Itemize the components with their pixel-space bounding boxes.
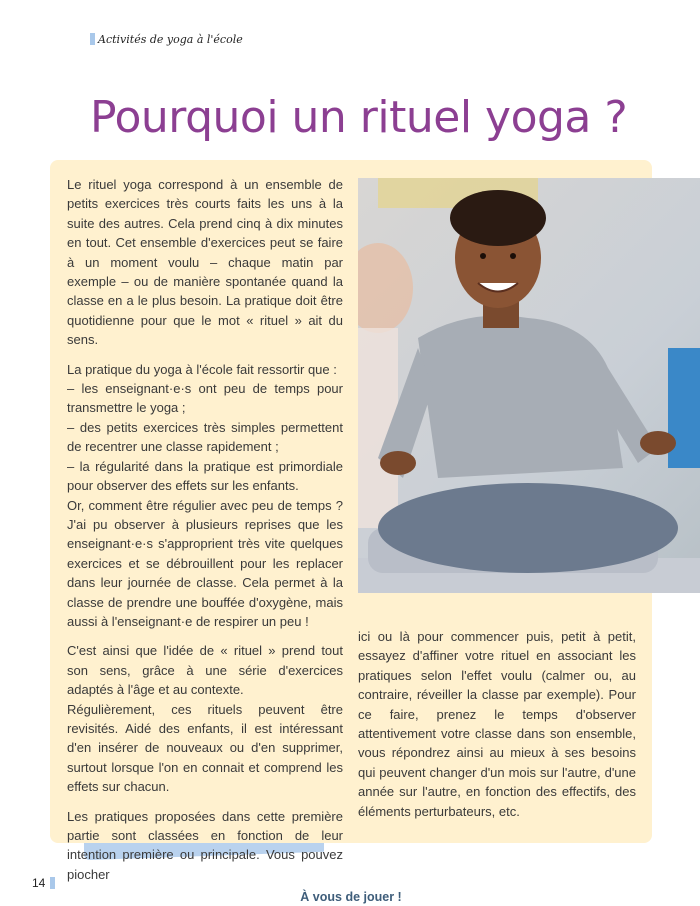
paragraph: C'est ainsi que l'idée de « rituel » prend tout son sens, grâce à une série d'exercices adaptés à l'âge et au contexte. — [67, 643, 343, 698]
left-column — [67, 175, 343, 884]
paragraph: Or, comment être régulier avec peu de temps ? J'ai pu observer à plusieurs reprises que les enseignant·e·s s'approprient très vite quelques exercices et se débrouillent pour les replacer dans leur journée de classe. Cela permet à la classe de prendre une bouffée d'oxygène, mais aussi à l'enseignant·e de respirer un peu ! — [67, 497, 343, 629]
paragraph: ici ou là pour commencer puis, petit à petit, essayez d'affiner votre rituel en associant les pratiques selon l'effet voulu (calmer ou, au contraire, réveiller la classe par exemple). Pour ce faire, prenez le temps d'observer attentivement votre classe dans son ensemble, vous répondrez ainsi au mieux à ses besoins qui peuvent changer d'un mois sur l'autre, d'une année sur l'autre, en fonction des effectifs, des éléments perturbateurs, etc. — [358, 629, 636, 819]
list-item: – des petits exercices très simples permettent de recentrer une classe rapidement ; — [67, 419, 343, 455]
list-item: – les enseignant·e·s ont peu de temps pour transmettre le yoga ; — [67, 381, 343, 416]
call-to-action: À vous de jouer ! — [300, 890, 402, 905]
page-title: Pourquoi un rituel yoga ? — [90, 92, 628, 143]
running-header — [90, 33, 243, 46]
paragraph: Le rituel yoga correspond à un ensemble de petits exercices très courts faits les uns à la suite des autres. Cela prend cinq à dix minutes en tout. Cet ensemble d'exercices peut se faire à un moment voulu – chaque matin par exemple – ou de manière spontanée quand la classe en a le plus besoin. La pratique doit être quotidienne pour que le mot « rituel » ait du sens. — [67, 177, 343, 348]
running-title: Activités de yoga à l'école — [98, 33, 243, 46]
paragraph: La pratique du yoga à l'école fait ressortir que : — [67, 361, 337, 377]
page-number-text: 14 — [32, 876, 46, 890]
right-column — [358, 627, 636, 821]
page-number-accent-bar — [50, 877, 55, 889]
page-number — [32, 876, 55, 890]
header-accent-bar — [90, 33, 95, 45]
paragraph: Les pratiques proposées dans cette première partie sont classées en fonction de leur intention première ou principale. Vous pouvez piocher — [67, 808, 343, 882]
list-item: – la régularité dans la pratique est primordiale pour observer des effets sur les enfants. — [67, 458, 343, 494]
paragraph: Régulièrement, ces rituels peuvent être revisités. Aidé des enfants, il est intéressant d'en insérer de nouveaux ou d'en supprimer, surtout lorsque l'on en connait et comprend les effets sur chacun. — [67, 701, 343, 795]
